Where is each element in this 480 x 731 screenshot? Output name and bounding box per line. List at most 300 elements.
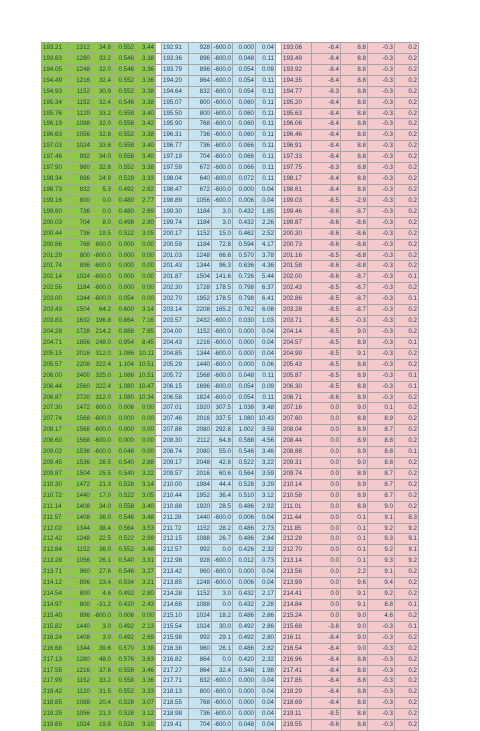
table-cell[interactable]: 0.04 bbox=[256, 720, 276, 731]
table-cell[interactable]: 0.000 bbox=[233, 687, 256, 698]
table-cell[interactable]: 2.32 bbox=[256, 654, 276, 665]
table-cell[interactable]: 39.6 bbox=[92, 643, 113, 654]
table-cell[interactable]: 0.558 bbox=[113, 501, 136, 512]
table-cell[interactable]: 1.086 bbox=[113, 370, 136, 381]
table-cell[interactable]: 0.00 bbox=[136, 436, 156, 447]
table-cell[interactable]: 208.74 bbox=[162, 447, 189, 458]
table-cell[interactable]: -600.0 bbox=[212, 152, 233, 163]
table-cell[interactable]: -0.3 bbox=[368, 228, 395, 239]
table-cell[interactable]: 2.80 bbox=[136, 589, 156, 600]
table-cell[interactable]: 0.11 bbox=[256, 141, 276, 152]
table-cell[interactable]: 208.30 bbox=[162, 436, 189, 447]
table-cell[interactable]: 0.636 bbox=[233, 261, 256, 272]
table-cell[interactable]: 217.99 bbox=[42, 676, 69, 687]
table-cell[interactable]: -600.0 bbox=[212, 184, 233, 195]
table-cell[interactable]: 2720 bbox=[69, 392, 92, 403]
table-cell[interactable]: 0.006 bbox=[233, 578, 256, 589]
table-cell[interactable]: 96.3 bbox=[212, 261, 233, 272]
table-cell[interactable]: 33.2 bbox=[92, 108, 113, 119]
table-cell[interactable]: 0.000 bbox=[233, 567, 256, 578]
table-cell[interactable]: -0.3 bbox=[368, 305, 395, 316]
table-cell[interactable]: 1344 bbox=[69, 643, 92, 654]
table-cell[interactable]: 0.00 bbox=[136, 425, 156, 436]
table-cell[interactable]: 211.01 bbox=[282, 501, 312, 512]
table-cell[interactable]: 197.75 bbox=[282, 163, 312, 174]
table-cell[interactable]: 8.8 bbox=[341, 381, 368, 392]
table-cell[interactable]: 200.17 bbox=[162, 228, 189, 239]
table-cell[interactable]: -600.0 bbox=[212, 316, 233, 327]
table-cell[interactable]: 218.29 bbox=[282, 687, 312, 698]
table-cell[interactable]: 0.0 bbox=[312, 610, 341, 621]
table-cell[interactable]: 0.066 bbox=[233, 152, 256, 163]
table-cell[interactable]: 8.8 bbox=[341, 86, 368, 97]
table-cell[interactable]: 1440 bbox=[69, 490, 92, 501]
table-cell[interactable]: 205.29 bbox=[162, 359, 189, 370]
table-cell[interactable]: -600.0 bbox=[212, 174, 233, 185]
table-cell[interactable]: 210.72 bbox=[42, 490, 69, 501]
table-cell[interactable]: 204.71 bbox=[42, 337, 69, 348]
table-cell[interactable]: 195.50 bbox=[162, 108, 189, 119]
table-cell[interactable]: 205.72 bbox=[162, 370, 189, 381]
table-cell[interactable]: 0.492 bbox=[113, 184, 136, 195]
table-cell[interactable]: 1504 bbox=[69, 468, 92, 479]
table-cell[interactable]: 0.0 bbox=[312, 545, 341, 556]
table-cell[interactable]: 214.68 bbox=[162, 600, 189, 611]
table-cell[interactable]: -0.3 bbox=[368, 206, 395, 217]
table-cell[interactable]: 219.55 bbox=[282, 720, 312, 731]
table-cell[interactable]: 0.0 bbox=[312, 425, 341, 436]
table-cell[interactable]: 736 bbox=[189, 141, 212, 152]
table-cell[interactable]: 896 bbox=[69, 610, 92, 621]
table-cell[interactable]: -8.6 bbox=[341, 217, 368, 228]
table-cell[interactable]: 1024 bbox=[189, 621, 212, 632]
table-cell[interactable]: 194.77 bbox=[282, 86, 312, 97]
table-cell[interactable]: 736 bbox=[69, 228, 92, 239]
table-cell[interactable]: 28.2 bbox=[212, 523, 233, 534]
table-cell[interactable]: 216.54 bbox=[282, 643, 312, 654]
table-cell[interactable]: 1408 bbox=[69, 501, 92, 512]
table-cell[interactable]: -600.0 bbox=[212, 348, 233, 359]
table-cell[interactable]: 0.0 bbox=[312, 567, 341, 578]
table-cell[interactable]: 3.40 bbox=[136, 141, 156, 152]
table-cell[interactable]: 0.000 bbox=[233, 337, 256, 348]
table-cell[interactable]: 0.11 bbox=[256, 174, 276, 185]
table-cell[interactable]: 0.054 bbox=[233, 392, 256, 403]
table-cell[interactable]: 0.054 bbox=[233, 381, 256, 392]
table-cell[interactable]: 0.072 bbox=[233, 174, 256, 185]
table-cell[interactable]: 800 bbox=[69, 250, 92, 261]
table-cell[interactable]: 0.2 bbox=[395, 720, 419, 731]
table-cell[interactable]: 0.0 bbox=[312, 447, 341, 458]
table-cell[interactable]: 0.492 bbox=[113, 632, 136, 643]
table-cell[interactable]: -8.4 bbox=[312, 665, 341, 676]
table-cell[interactable]: 15.0 bbox=[212, 228, 233, 239]
table-cell[interactable]: 8.45 bbox=[136, 337, 156, 348]
table-cell[interactable]: 207.74 bbox=[42, 414, 69, 425]
table-cell[interactable]: 9.2 bbox=[368, 523, 395, 534]
table-cell[interactable]: 208.60 bbox=[42, 436, 69, 447]
table-cell[interactable]: 204.00 bbox=[162, 326, 189, 337]
table-cell[interactable]: 2.86 bbox=[256, 610, 276, 621]
table-cell[interactable]: 322.4 bbox=[92, 359, 113, 370]
table-cell[interactable]: 193.21 bbox=[42, 43, 69, 54]
table-cell[interactable]: 212.02 bbox=[42, 523, 69, 534]
table-cell[interactable]: 0.2 bbox=[395, 698, 419, 709]
table-cell[interactable]: -0.3 bbox=[368, 359, 395, 370]
table-cell[interactable]: 178.5 bbox=[212, 283, 233, 294]
table-cell[interactable]: 3.0 bbox=[212, 217, 233, 228]
table-cell[interactable]: -0.3 bbox=[368, 184, 395, 195]
table-cell[interactable]: 37.6 bbox=[92, 665, 113, 676]
table-cell[interactable]: 4.6 bbox=[368, 610, 395, 621]
table-cell[interactable]: 0.552 bbox=[113, 86, 136, 97]
table-cell[interactable]: 1920 bbox=[189, 403, 212, 414]
table-cell[interactable]: -2.9 bbox=[341, 195, 368, 206]
table-cell[interactable]: 2.80 bbox=[136, 217, 156, 228]
table-cell[interactable]: 0.558 bbox=[113, 676, 136, 687]
table-cell[interactable]: 600.0 bbox=[92, 403, 113, 414]
table-cell[interactable]: 0.11 bbox=[256, 392, 276, 403]
table-cell[interactable]: 1248 bbox=[189, 578, 212, 589]
table-cell[interactable]: 192.91 bbox=[162, 43, 189, 54]
table-cell[interactable]: 214.2 bbox=[92, 326, 113, 337]
table-cell[interactable]: 1856 bbox=[69, 337, 92, 348]
table-cell[interactable]: 0.0 bbox=[312, 414, 341, 425]
table-cell[interactable]: -600.0 bbox=[212, 359, 233, 370]
table-cell[interactable]: 2016 bbox=[189, 414, 212, 425]
table-cell[interactable]: 3.36 bbox=[136, 75, 156, 86]
table-cell[interactable]: 1952 bbox=[189, 294, 212, 305]
table-cell[interactable]: 928 bbox=[189, 556, 212, 567]
table-cell[interactable]: 0.0 bbox=[212, 654, 233, 665]
table-cell[interactable]: 0.2 bbox=[395, 709, 419, 720]
table-cell[interactable]: 0.528 bbox=[233, 479, 256, 490]
table-cell[interactable]: 2.13 bbox=[136, 621, 156, 632]
table-cell[interactable]: 213.85 bbox=[162, 578, 189, 589]
table-cell[interactable]: -600.0 bbox=[212, 130, 233, 141]
table-cell[interactable]: 203.57 bbox=[162, 316, 189, 327]
table-cell[interactable]: 0.2 bbox=[395, 490, 419, 501]
table-cell[interactable]: 32.4 bbox=[92, 75, 113, 86]
table-cell[interactable]: 307.5 bbox=[212, 403, 233, 414]
table-cell[interactable]: 8.8 bbox=[341, 64, 368, 75]
table-cell[interactable]: 0.04 bbox=[256, 326, 276, 337]
table-cell[interactable]: -0.3 bbox=[368, 348, 395, 359]
table-cell[interactable]: 3.48 bbox=[136, 545, 156, 556]
table-cell[interactable]: -0.3 bbox=[368, 130, 395, 141]
table-cell[interactable]: 0.558 bbox=[113, 108, 136, 119]
table-cell[interactable]: 0.2 bbox=[395, 152, 419, 163]
table-cell[interactable]: 213.71 bbox=[42, 567, 69, 578]
table-cell[interactable]: 8.9 bbox=[341, 370, 368, 381]
table-cell[interactable]: 3.40 bbox=[136, 108, 156, 119]
table-cell[interactable]: -600.0 bbox=[92, 436, 113, 447]
table-cell[interactable]: 32.0 bbox=[92, 119, 113, 130]
table-cell[interactable]: -0.3 bbox=[368, 337, 395, 348]
table-cell[interactable]: -0.3 bbox=[368, 75, 395, 86]
table-cell[interactable]: 25.5 bbox=[92, 468, 113, 479]
table-cell[interactable]: 1.080 bbox=[113, 392, 136, 403]
table-cell[interactable]: 210.44 bbox=[162, 490, 189, 501]
table-cell[interactable]: 21.3 bbox=[92, 709, 113, 720]
table-cell[interactable]: 0.486 bbox=[233, 523, 256, 534]
table-cell[interactable]: -8.5 bbox=[312, 370, 341, 381]
table-cell[interactable]: 32.0 bbox=[92, 64, 113, 75]
table-cell[interactable]: -600.0 bbox=[212, 53, 233, 64]
table-cell[interactable]: 1.002 bbox=[233, 425, 256, 436]
table-cell[interactable]: 217.13 bbox=[42, 654, 69, 665]
table-cell[interactable]: 0.2 bbox=[395, 654, 419, 665]
table-cell[interactable]: 6.08 bbox=[256, 305, 276, 316]
table-cell[interactable]: 215.82 bbox=[42, 621, 69, 632]
table-cell[interactable]: 9.1 bbox=[341, 589, 368, 600]
table-cell[interactable]: -8.4 bbox=[312, 152, 341, 163]
table-cell[interactable]: -0.3 bbox=[368, 152, 395, 163]
table-cell[interactable]: -8.5 bbox=[312, 250, 341, 261]
table-cell[interactable]: 28.5 bbox=[212, 501, 233, 512]
table-cell[interactable]: 193.92 bbox=[282, 64, 312, 75]
table-cell[interactable]: 210.30 bbox=[42, 479, 69, 490]
table-cell[interactable]: -600.0 bbox=[212, 709, 233, 720]
table-cell[interactable]: 928 bbox=[189, 43, 212, 54]
table-cell[interactable]: 0.2 bbox=[395, 643, 419, 654]
table-cell[interactable]: -600.0 bbox=[212, 720, 233, 731]
table-cell[interactable]: 219.69 bbox=[42, 720, 69, 731]
table-cell[interactable]: 1024 bbox=[69, 720, 92, 731]
table-cell[interactable]: -0.3 bbox=[368, 654, 395, 665]
table-cell[interactable]: 1632 bbox=[69, 316, 92, 327]
table-cell[interactable]: 2.92 bbox=[256, 501, 276, 512]
table-cell[interactable]: 1280 bbox=[69, 654, 92, 665]
table-cell[interactable]: 3.33 bbox=[136, 174, 156, 185]
table-cell[interactable]: 210.14 bbox=[282, 479, 312, 490]
table-cell[interactable]: 0.0 bbox=[312, 589, 341, 600]
table-cell[interactable]: 8.8 bbox=[341, 359, 368, 370]
table-cell[interactable]: -0.3 bbox=[368, 698, 395, 709]
table-cell[interactable]: 0.558 bbox=[113, 119, 136, 130]
table-cell[interactable]: 0.00 bbox=[136, 610, 156, 621]
table-cell[interactable]: 1152 bbox=[189, 228, 212, 239]
table-cell[interactable]: 204.28 bbox=[42, 326, 69, 337]
table-cell[interactable]: 0.2 bbox=[395, 130, 419, 141]
table-cell[interactable]: -8.4 bbox=[312, 174, 341, 185]
table-cell[interactable]: 1344 bbox=[189, 261, 212, 272]
table-cell[interactable]: 0.11 bbox=[256, 53, 276, 64]
table-cell[interactable]: 207.30 bbox=[42, 403, 69, 414]
table-cell[interactable]: 36.4 bbox=[212, 490, 233, 501]
table-cell[interactable]: 0.2 bbox=[395, 676, 419, 687]
table-cell[interactable]: 3.40 bbox=[136, 501, 156, 512]
table-cell[interactable]: 141.6 bbox=[212, 272, 233, 283]
table-cell[interactable]: 337.5 bbox=[212, 414, 233, 425]
table-cell[interactable]: 0.546 bbox=[113, 512, 136, 523]
table-cell[interactable]: -8.8 bbox=[341, 239, 368, 250]
table-cell[interactable]: 5.3 bbox=[92, 184, 113, 195]
table-cell[interactable]: -8.4 bbox=[312, 43, 341, 54]
table-cell[interactable]: 0.492 bbox=[233, 632, 256, 643]
table-cell[interactable]: 2.84 bbox=[256, 534, 276, 545]
table-cell[interactable]: 205.87 bbox=[282, 370, 312, 381]
table-cell[interactable]: 0.1 bbox=[395, 447, 419, 458]
table-cell[interactable]: 0.000 bbox=[233, 359, 256, 370]
table-cell[interactable]: -600.0 bbox=[212, 195, 233, 206]
table-cell[interactable]: 0.1 bbox=[341, 523, 368, 534]
table-cell[interactable]: 193.79 bbox=[162, 64, 189, 75]
table-cell[interactable]: 0.558 bbox=[113, 665, 136, 676]
table-cell[interactable]: 0.564 bbox=[113, 523, 136, 534]
table-cell[interactable]: 2.69 bbox=[136, 632, 156, 643]
table-cell[interactable]: 3.0 bbox=[212, 589, 233, 600]
table-cell[interactable]: -0.3 bbox=[368, 163, 395, 174]
table-cell[interactable]: 0.2 bbox=[395, 283, 419, 294]
table-cell[interactable]: 204.43 bbox=[162, 337, 189, 348]
table-cell[interactable]: 201.29 bbox=[42, 250, 69, 261]
table-cell[interactable]: 0.420 bbox=[233, 654, 256, 665]
table-cell[interactable]: 0.04 bbox=[256, 709, 276, 720]
table-cell[interactable]: 0.04 bbox=[256, 698, 276, 709]
table-cell[interactable]: -600.0 bbox=[212, 392, 233, 403]
table-cell[interactable]: 1184 bbox=[189, 239, 212, 250]
table-cell[interactable]: -0.3 bbox=[368, 108, 395, 119]
table-cell[interactable]: 72.8 bbox=[212, 239, 233, 250]
table-cell[interactable]: 9.2 bbox=[395, 556, 419, 567]
table-cell[interactable]: 8.9 bbox=[368, 414, 395, 425]
table-cell[interactable]: 0.0 bbox=[312, 403, 341, 414]
table-cell[interactable]: 640 bbox=[189, 174, 212, 185]
table-cell[interactable]: 219.25 bbox=[42, 709, 69, 720]
table-cell[interactable]: 213.56 bbox=[282, 567, 312, 578]
table-cell[interactable]: 3.10 bbox=[136, 720, 156, 731]
table-cell[interactable]: 800 bbox=[69, 195, 92, 206]
table-cell[interactable]: 2.69 bbox=[136, 206, 156, 217]
table-cell[interactable]: 42.8 bbox=[212, 458, 233, 469]
table-cell[interactable]: 0.04 bbox=[256, 676, 276, 687]
table-cell[interactable]: -600.0 bbox=[212, 108, 233, 119]
table-cell[interactable]: 17.0 bbox=[92, 490, 113, 501]
table-cell[interactable]: 0.048 bbox=[113, 447, 136, 458]
table-cell[interactable]: 215.40 bbox=[42, 610, 69, 621]
table-cell[interactable]: 8.8 bbox=[341, 414, 368, 425]
table-cell[interactable]: 165.2 bbox=[212, 305, 233, 316]
table-cell[interactable]: -8.4 bbox=[312, 141, 341, 152]
table-cell[interactable]: 0.492 bbox=[113, 589, 136, 600]
table-cell[interactable]: 199.60 bbox=[42, 206, 69, 217]
table-cell[interactable]: 199.87 bbox=[282, 217, 312, 228]
table-cell[interactable]: 1728 bbox=[69, 326, 92, 337]
table-cell[interactable]: 195.90 bbox=[162, 119, 189, 130]
table-cell[interactable]: 0.546 bbox=[113, 53, 136, 64]
table-cell[interactable]: 8.8 bbox=[341, 665, 368, 676]
table-cell[interactable]: 2.86 bbox=[256, 621, 276, 632]
table-cell[interactable]: 213.28 bbox=[42, 556, 69, 567]
table-cell[interactable]: 0.000 bbox=[233, 348, 256, 359]
table-cell[interactable]: 1696 bbox=[189, 381, 212, 392]
table-cell[interactable]: -8.3 bbox=[312, 163, 341, 174]
table-cell[interactable]: 0.2 bbox=[395, 174, 419, 185]
table-cell[interactable]: 213.42 bbox=[162, 567, 189, 578]
table-cell[interactable]: 215.98 bbox=[162, 632, 189, 643]
table-cell[interactable]: 0.486 bbox=[233, 610, 256, 621]
table-cell[interactable]: 600.0 bbox=[92, 239, 113, 250]
table-cell[interactable]: -8.4 bbox=[312, 687, 341, 698]
table-cell[interactable]: 211.14 bbox=[42, 501, 69, 512]
table-cell[interactable]: 199.03 bbox=[282, 195, 312, 206]
table-cell[interactable]: 800 bbox=[189, 687, 212, 698]
table-cell[interactable]: 3.38 bbox=[136, 53, 156, 64]
table-cell[interactable]: 212.70 bbox=[282, 545, 312, 556]
table-cell[interactable]: 2016 bbox=[189, 468, 212, 479]
table-cell[interactable]: 0.798 bbox=[233, 283, 256, 294]
table-cell[interactable]: 211.72 bbox=[162, 523, 189, 534]
table-cell[interactable]: 9.1 bbox=[395, 545, 419, 556]
table-cell[interactable]: 0.00 bbox=[136, 403, 156, 414]
table-cell[interactable]: 0.0 bbox=[312, 556, 341, 567]
table-cell[interactable]: 3.44 bbox=[136, 43, 156, 54]
table-cell[interactable]: 199.30 bbox=[162, 206, 189, 217]
table-cell[interactable]: 0.0 bbox=[312, 458, 341, 469]
table-cell[interactable]: 0.486 bbox=[233, 534, 256, 545]
table-cell[interactable]: 8.8 bbox=[341, 75, 368, 86]
table-cell[interactable]: 194.35 bbox=[282, 75, 312, 86]
table-cell[interactable]: -8.4 bbox=[312, 632, 341, 643]
table-cell[interactable]: 1088 bbox=[69, 119, 92, 130]
table-cell[interactable]: 200.86 bbox=[42, 239, 69, 250]
table-cell[interactable]: 0.1 bbox=[341, 534, 368, 545]
table-cell[interactable]: 9.0 bbox=[341, 610, 368, 621]
table-cell[interactable]: 219.41 bbox=[162, 720, 189, 731]
table-cell[interactable]: 2.2 bbox=[341, 567, 368, 578]
table-cell[interactable]: 9.3 bbox=[368, 534, 395, 545]
table-cell[interactable]: -8.5 bbox=[312, 195, 341, 206]
table-cell[interactable]: 8.9 bbox=[341, 468, 368, 479]
table-cell[interactable]: 1088 bbox=[69, 698, 92, 709]
table-cell[interactable]: 206.30 bbox=[282, 381, 312, 392]
table-cell[interactable]: 214.97 bbox=[42, 600, 69, 611]
table-cell[interactable]: 33.2 bbox=[92, 53, 113, 64]
table-cell[interactable]: -600.0 bbox=[92, 261, 113, 272]
table-cell[interactable]: 0.2 bbox=[395, 97, 419, 108]
table-cell[interactable]: -8.4 bbox=[312, 654, 341, 665]
table-cell[interactable]: 0.2 bbox=[395, 86, 419, 97]
table-cell[interactable]: 0.2 bbox=[395, 64, 419, 75]
table-cell[interactable]: 210.58 bbox=[282, 490, 312, 501]
table-cell[interactable]: 672 bbox=[189, 184, 212, 195]
table-cell[interactable]: 10.47 bbox=[136, 381, 156, 392]
table-cell[interactable]: 0.04 bbox=[256, 687, 276, 698]
table-cell[interactable]: -8.5 bbox=[312, 305, 341, 316]
table-cell[interactable]: -600.0 bbox=[92, 610, 113, 621]
table-cell[interactable]: 1216 bbox=[189, 337, 212, 348]
table-cell[interactable]: 0.522 bbox=[113, 228, 136, 239]
table-cell[interactable]: 0.2 bbox=[395, 43, 419, 54]
table-cell[interactable]: 8.9 bbox=[341, 436, 368, 447]
table-cell[interactable]: -8.4 bbox=[312, 698, 341, 709]
table-cell[interactable]: 202.00 bbox=[282, 272, 312, 283]
table-cell[interactable]: 3.14 bbox=[136, 305, 156, 316]
table-cell[interactable]: 0.000 bbox=[233, 698, 256, 709]
table-cell[interactable]: 8.9 bbox=[341, 392, 368, 403]
table-cell[interactable]: -600.0 bbox=[212, 97, 233, 108]
table-cell[interactable]: -0.3 bbox=[368, 195, 395, 206]
table-cell[interactable]: -8.5 bbox=[312, 326, 341, 337]
table-cell[interactable]: -8.5 bbox=[312, 709, 341, 720]
table-cell[interactable]: -8.8 bbox=[341, 261, 368, 272]
table-cell[interactable]: 10.51 bbox=[136, 370, 156, 381]
table-cell[interactable]: 3.46 bbox=[256, 447, 276, 458]
table-cell[interactable]: 214.28 bbox=[162, 589, 189, 600]
table-cell[interactable]: 19.8 bbox=[92, 720, 113, 731]
table-cell[interactable]: 204.57 bbox=[282, 337, 312, 348]
